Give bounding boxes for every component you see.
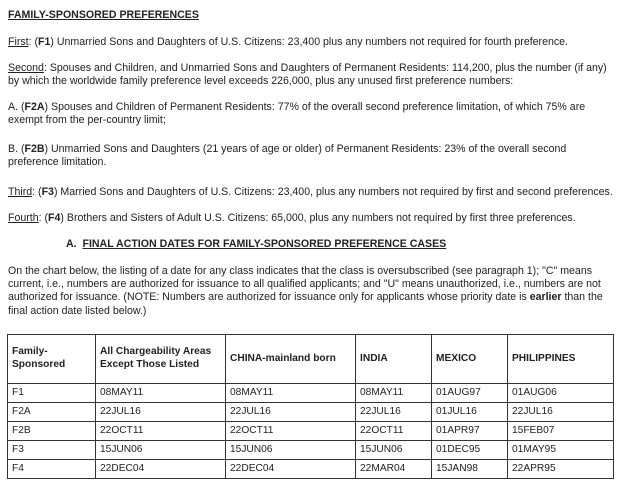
preference-second-text: Spouses and Children, and Unmarried Sons and Daughters of Permanent Residents: 114,200, plus the number (if any) by which the worldwide family preference level exceeds 226,000, plus any unused first preference numbers: [8, 62, 607, 88]
preference-f2a-text: Spouses and Children of Permanent Residents: 77% of the overall second preference limitation, of which 75% are exempt from the per-country limit; [8, 101, 586, 127]
table-header-row [8, 335, 614, 384]
cell-china: 22OCT11 [226, 422, 356, 441]
preference-fourth-name: Fourth [8, 212, 39, 224]
header-all-chargeability: All Chargeability Areas Except Those Listed [96, 335, 226, 384]
preference-fourth-text: Brothers and Sisters of Adult U.S. Citizens: 65,000, plus any numbers not required by first three preferences. [66, 212, 576, 224]
preference-first: First: (F1) Unmarried Sons and Daughters of U.S. Citizens: 23,400 plus any numbers not required for fourth preference. [8, 36, 569, 48]
final-action-dates-table [7, 334, 614, 479]
table-row [8, 422, 614, 441]
header-china: CHINA-mainland born [226, 335, 356, 384]
explanation-before: On the chart below, the listing of a date for any class indicates that the class is oversubscribed (see paragraph 1); "C" means current, i.e., numbers are authorized for issuance to all qualified applicants; and "U" means unauthorized, i.e., numbers are not authorized for issuance. (NOTE: Numbers are authorized for issuance only for applicants whose priority date is [8, 265, 601, 304]
row-category: F1 [8, 384, 96, 403]
table-row [8, 384, 614, 403]
page-title: FAMILY-SPONSORED PREFERENCES [8, 9, 199, 21]
cell-all-chargeability: 22DEC04 [96, 460, 226, 479]
row-category: F2A [8, 403, 96, 422]
preference-f2a-code: F2A [24, 101, 45, 113]
preference-third-text: Married Sons and Daughters of U.S. Citizens: 23,400, plus any numbers not required by first and second preferences. [60, 186, 613, 198]
cell-india: 22MAR04 [356, 460, 432, 479]
preference-f2b-text: Unmarried Sons and Daughters (21 years of age or older) of Permanent Residents: 23% of the overall second preference limitation. [8, 143, 567, 169]
cell-philippines: 22APR95 [508, 460, 614, 479]
section-letter: A. [66, 238, 77, 250]
cell-philippines: 15FEB07 [508, 422, 614, 441]
preference-first-code: F1 [38, 36, 51, 48]
preference-f2b: B. (F2B) Unmarried Sons and Daughters (21 years of age or older) of Permanent Residents: 23% of the overall second preference limitation. [8, 143, 567, 169]
preference-second-name: Second [8, 62, 44, 74]
cell-all-chargeability: 22OCT11 [96, 422, 226, 441]
cell-india: 15JUN06 [356, 441, 432, 460]
preference-third-name: Third [8, 186, 33, 198]
preference-third: Third: (F3) Married Sons and Daughters of U.S. Citizens: 23,400, plus any numbers not required by first and second preferences. [8, 186, 613, 198]
preference-f2b-code: F2B [24, 143, 45, 155]
cell-india: 22JUL16 [356, 403, 432, 422]
cell-mexico: 01APR97 [432, 422, 508, 441]
cell-philippines: 22JUL16 [508, 403, 614, 422]
table-row [8, 460, 614, 479]
cell-philippines: 01AUG06 [508, 384, 614, 403]
header-india: INDIA [356, 335, 432, 384]
cell-china: 15JUN06 [226, 441, 356, 460]
row-category: F3 [8, 441, 96, 460]
preference-first-text: Unmarried Sons and Daughters of U.S. Citizens: 23,400 plus any numbers not required for fourth preference. [56, 36, 569, 48]
preference-fourth-code: F4 [48, 212, 61, 224]
cell-china: 22JUL16 [226, 403, 356, 422]
preference-second: Second: Spouses and Children, and Unmarried Sons and Daughters of Permanent Residents: 114,200, plus the number (if any) by which the worldwide family preference level exceeds 226,000, plus any unused first preference numbers: [8, 62, 607, 88]
preference-first-name: First [8, 36, 29, 48]
preference-f2a: A. (F2A) Spouses and Children of Permanent Residents: 77% of the overall second preference limitation, of which 75% are exempt from the per-country limit; [8, 101, 586, 127]
cell-china: 22DEC04 [226, 460, 356, 479]
preference-f2a-name: A. [8, 101, 19, 113]
section-heading [66, 238, 614, 251]
cell-india: 08MAY11 [356, 384, 432, 403]
cell-all-chargeability: 08MAY11 [96, 384, 226, 403]
preference-f2b-name: B. [8, 143, 19, 155]
header-philippines: PHILIPPINES [508, 335, 614, 384]
cell-mexico: 01DEC95 [432, 441, 508, 460]
cell-philippines: 01MAY95 [508, 441, 614, 460]
explanation-after: than the final action date listed below.) [8, 291, 603, 317]
row-category: F2B [8, 422, 96, 441]
section-title: FINAL ACTION DATES FOR FAMILY-SPONSORED PREFERENCE CASES [82, 238, 447, 250]
cell-mexico: 15JAN98 [432, 460, 508, 479]
cell-india: 22OCT11 [356, 422, 432, 441]
cell-all-chargeability: 22JUL16 [96, 403, 226, 422]
cell-mexico: 01JUL16 [432, 403, 508, 422]
preference-fourth: Fourth: (F4) Brothers and Sisters of Adult U.S. Citizens: 65,000, plus any numbers not required by first three preferences. [8, 212, 576, 224]
explanation-emphasis: earlier [529, 291, 562, 304]
header-family-sponsored: Family-Sponsored [8, 335, 96, 384]
preference-third-code: F3 [41, 186, 54, 198]
table-row [8, 403, 614, 422]
cell-mexico: 01AUG97 [432, 384, 508, 403]
explanation-paragraph [8, 265, 614, 318]
table-row [8, 441, 614, 460]
row-category: F4 [8, 460, 96, 479]
cell-china: 08MAY11 [226, 384, 356, 403]
cell-all-chargeability: 15JUN06 [96, 441, 226, 460]
header-mexico: MEXICO [432, 335, 508, 384]
